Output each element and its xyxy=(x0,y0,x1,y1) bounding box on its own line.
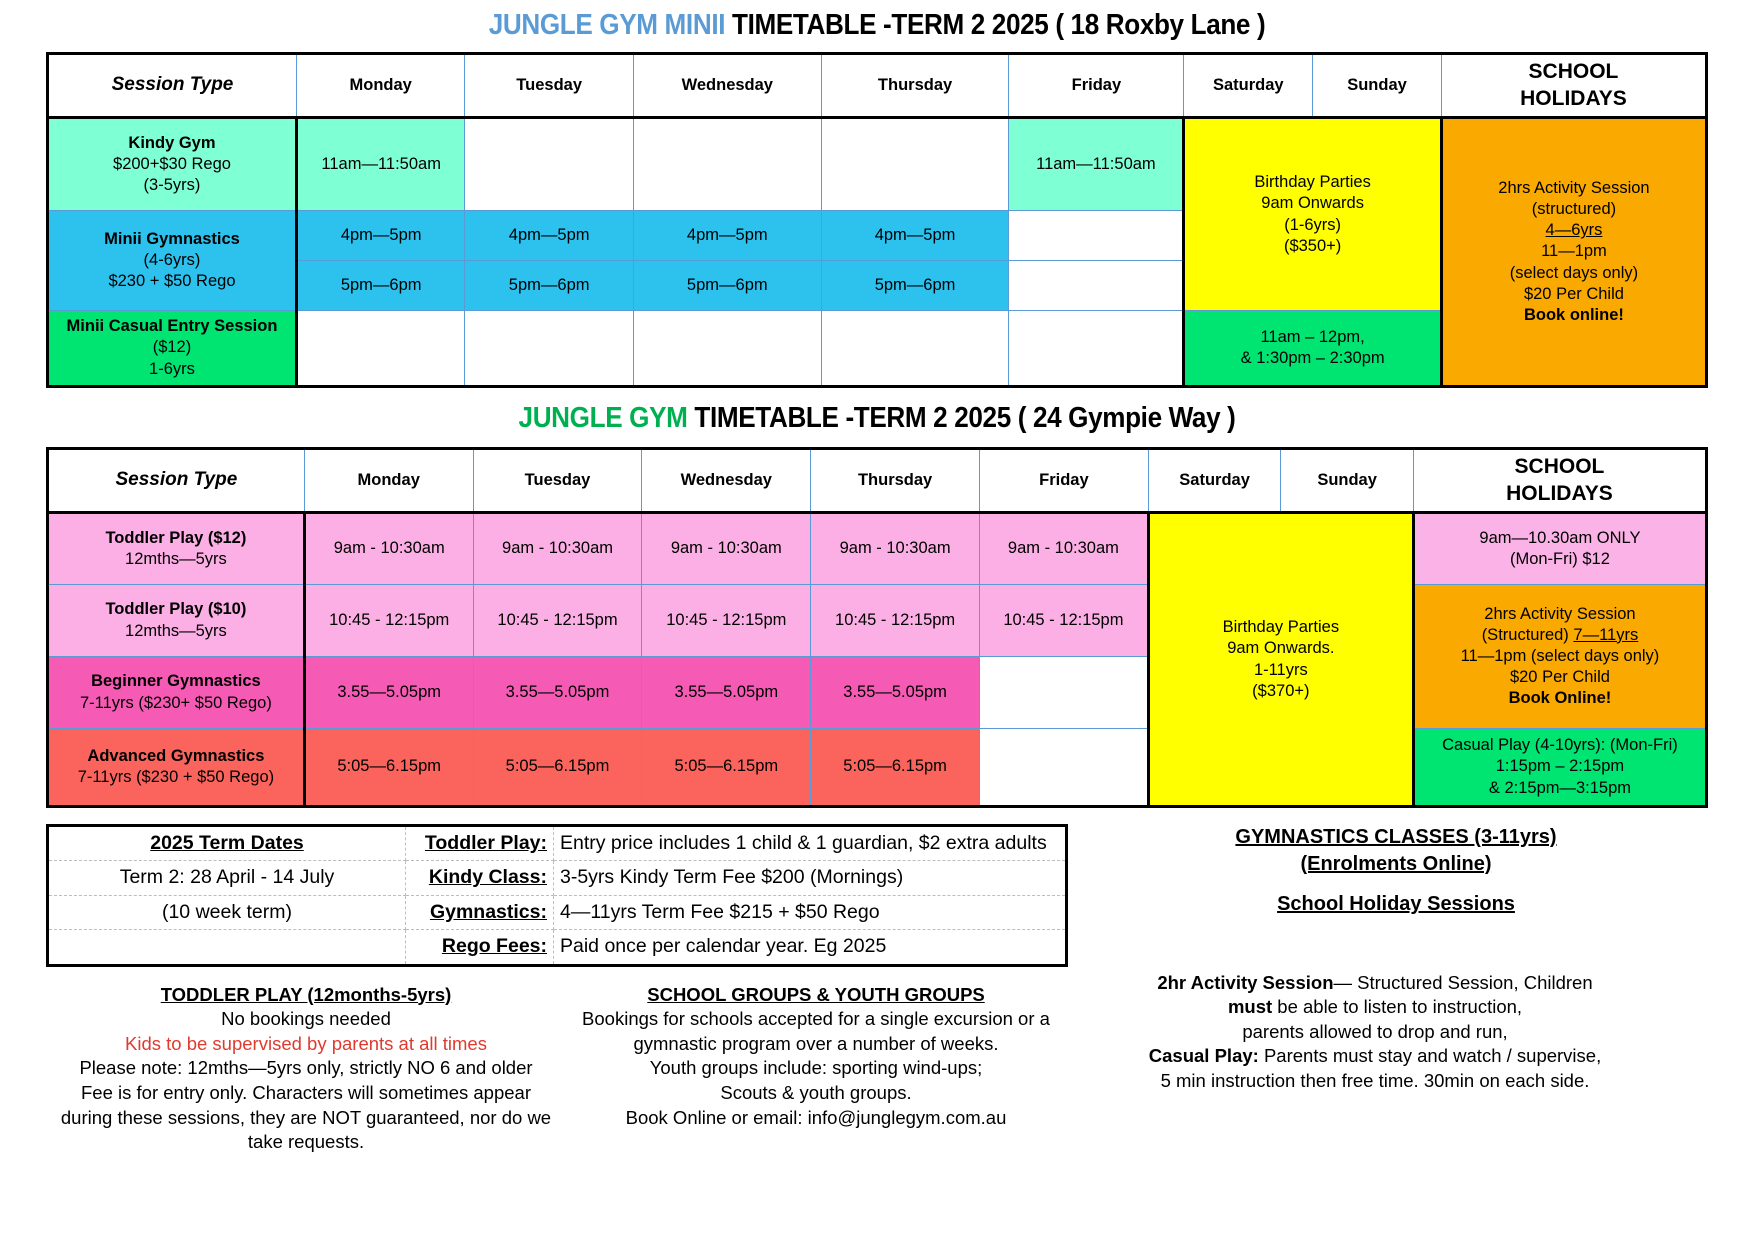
cell-holiday-casual xyxy=(1413,729,1706,807)
th-thursday: Thursday xyxy=(821,54,1009,118)
hol2-activity-line4: $20 Per Child xyxy=(1509,668,1610,687)
toddler10-wednesday: 10:45 - 12:15pm xyxy=(642,585,811,657)
kindy-friday: 11am—11:50am xyxy=(1009,118,1184,211)
info-table-col xyxy=(46,824,1116,967)
casual-friday xyxy=(1009,311,1184,387)
beginner-friday xyxy=(980,657,1149,729)
table1-header-row xyxy=(48,54,1707,118)
cell-session-kindy xyxy=(48,118,297,211)
minii-age: (4-6yrs) xyxy=(143,250,201,269)
info-label-rego-text: Rego Fees: xyxy=(441,935,547,958)
info-label-kindy xyxy=(406,861,554,895)
birthday1-line3: (1-6yrs) xyxy=(1284,215,1342,234)
birthday1-line4: ($350+) xyxy=(1283,236,1342,255)
minii-a-thursday: 4pm—5pm xyxy=(821,211,1009,261)
casual-monday xyxy=(296,311,464,387)
cell-school-holidays-1 xyxy=(1441,118,1706,387)
info-row-gymnastics xyxy=(48,895,1067,929)
toddler-play-notes xyxy=(46,971,566,1155)
th2-thursday: Thursday xyxy=(811,449,980,513)
schools-notes-l4: Scouts & youth groups. xyxy=(720,1081,912,1103)
kindy-monday: 11am—11:50am xyxy=(296,118,464,211)
beginner-tuesday: 3.55—5.05pm xyxy=(473,657,642,729)
hol2-activity-ages: 7—11yrs xyxy=(1573,625,1639,644)
hol2-casual-line1: Casual Play (4-10yrs): (Mon-Fri) xyxy=(1442,736,1678,755)
term-dates-blank xyxy=(48,930,406,965)
th2-school-holidays xyxy=(1413,449,1706,513)
info-row-toddler xyxy=(48,826,1067,861)
beginner-thursday: 3.55—5.05pm xyxy=(811,657,980,729)
beginner-name: Beginner Gymnastics xyxy=(91,672,261,691)
hol2-activity-struct: (Structured) xyxy=(1481,625,1574,644)
toddler-notes-l1: No bookings needed xyxy=(221,1008,391,1030)
hol2-activity-line3: 11—1pm (select days only) xyxy=(1460,646,1660,665)
hol2-activity-line2 xyxy=(1418,625,1702,646)
hol1-line4: 11—1pm xyxy=(1541,242,1607,261)
toddler10-thursday: 10:45 - 12:15pm xyxy=(811,585,980,657)
hol2-toddler-line1: 9am—10.30am ONLY xyxy=(1479,528,1641,547)
minii-timetable xyxy=(46,52,1708,388)
bottom-section xyxy=(0,808,1754,967)
table2-wrapper xyxy=(0,447,1754,808)
toddler12-tuesday: 9am - 10:30am xyxy=(473,513,642,585)
minii-a-friday xyxy=(1009,211,1184,261)
hol1-line5: (select days only) xyxy=(1509,263,1639,282)
beginner-detail: 7-11yrs ($230+ $50 Rego) xyxy=(79,693,272,712)
th2-sunday: Sunday xyxy=(1281,449,1414,513)
info-row-rego xyxy=(48,930,1067,965)
th-holidays-line1: SCHOOL xyxy=(1528,59,1619,83)
gymnastics-notes xyxy=(1116,824,1662,967)
minii-a-wednesday: 4pm—5pm xyxy=(633,211,821,261)
th2-holidays-line1: SCHOOL xyxy=(1514,454,1605,478)
minii-a-tuesday: 4pm—5pm xyxy=(465,211,633,261)
th2-holidays-line2: HOLIDAYS xyxy=(1506,481,1613,505)
schools-notes-l1: Bookings for schools accepted for a single excursion or a xyxy=(582,1008,1050,1030)
toddler12-wednesday: 9am - 10:30am xyxy=(642,513,811,585)
gym-notes-l1 xyxy=(1084,971,1666,996)
cell-holiday-activity xyxy=(1413,585,1706,729)
cell-birthday-parties-1 xyxy=(1184,118,1442,311)
toddler12-friday: 9am - 10:30am xyxy=(980,513,1149,585)
gym-notes-head3: School Holiday Sessions xyxy=(1277,893,1515,916)
table1-brand: JUNGLE GYM MINII xyxy=(488,9,726,41)
cell-session-minii xyxy=(48,211,297,311)
term-dates-title: 2025 Term Dates xyxy=(48,826,406,861)
minii-b-friday xyxy=(1009,261,1184,311)
th-sunday: Sunday xyxy=(1313,54,1442,118)
info-label-toddler-text: Toddler Play: xyxy=(424,832,547,854)
toddler12-thursday: 9am - 10:30am xyxy=(811,513,980,585)
gym-notes-casual-bold: Casual Play: xyxy=(1148,1045,1259,1067)
toddler12-monday: 9am - 10:30am xyxy=(304,513,473,585)
hol1-line3: 4—6yrs xyxy=(1545,221,1603,240)
schools-notes-l3: Youth groups include: sporting wind-ups; xyxy=(649,1057,983,1079)
minii-name: Minii Gymnastics xyxy=(104,229,240,248)
minii-b-monday: 5pm—6pm xyxy=(296,261,464,311)
cell-birthday-parties-2 xyxy=(1148,513,1413,807)
table2-header-row xyxy=(48,449,1707,513)
casual-tuesday xyxy=(465,311,633,387)
info-label-toddler xyxy=(406,826,554,861)
gym-notes-spacer xyxy=(1130,877,1662,891)
table1-title-rest: TIMETABLE -TERM 2 2025 ( 18 Roxby Lane ) xyxy=(725,9,1266,41)
toddler-notes-l5: during these sessions, they are NOT guaranteed, nor do we xyxy=(60,1106,552,1128)
term-dates-line2: (10 week term) xyxy=(48,895,406,929)
hol1-line7: Book online! xyxy=(1523,305,1624,324)
toddler-notes-head: TODDLER PLAY (12months-5yrs) xyxy=(160,983,452,1005)
casual-price: ($12) xyxy=(152,338,192,357)
advanced-thursday: 5:05—6.15pm xyxy=(811,729,980,807)
toddler12-age: 12mths—5yrs xyxy=(125,550,227,568)
info-value-rego: Paid once per calendar year. Eg 2025 xyxy=(554,930,1067,965)
th2-friday: Friday xyxy=(980,449,1149,513)
advanced-name: Advanced Gymnastics xyxy=(87,746,265,765)
birthday2-line1: Birthday Parties xyxy=(1222,618,1340,637)
hol1-line6: $20 Per Child xyxy=(1523,284,1624,303)
minii-b-tuesday: 5pm—6pm xyxy=(465,261,633,311)
weekend-casual-line2: & 1:30pm – 2:30pm xyxy=(1240,349,1385,367)
toddler-notes-l6: take requests. xyxy=(247,1131,365,1153)
casual-wednesday xyxy=(633,311,821,387)
school-groups-notes xyxy=(566,971,1066,1155)
info-value-kindy: 3-5yrs Kindy Term Fee $200 (Mornings) xyxy=(554,861,1067,895)
kindy-tuesday xyxy=(465,118,633,211)
gym-notes-l4 xyxy=(1084,1044,1666,1069)
minii-price: $230 + $50 Rego xyxy=(108,272,236,291)
toddler10-tuesday: 10:45 - 12:15pm xyxy=(473,585,642,657)
table2-title-rest: TIMETABLE -TERM 2 2025 ( 24 Gympie Way ) xyxy=(687,402,1236,434)
hol2-activity-line5: Book Online! xyxy=(1508,689,1612,708)
th2-saturday: Saturday xyxy=(1148,449,1281,513)
row-kindy-gym xyxy=(48,118,1707,211)
toddler-notes-l4: Fee is for entry only. Characters will sometimes appear xyxy=(81,1081,531,1103)
toddler10-monday: 10:45 - 12:15pm xyxy=(304,585,473,657)
th2-wednesday: Wednesday xyxy=(642,449,811,513)
th-school-holidays xyxy=(1441,54,1706,118)
minii-a-monday: 4pm—5pm xyxy=(296,211,464,261)
gym-notes-head2: (Enrolments Online) xyxy=(1300,852,1492,875)
hol1-line2: (structured) xyxy=(1531,200,1617,219)
birthday2-line3: 1-11yrs xyxy=(1253,660,1308,679)
gym-notes-l3: parents allowed to drop and run, xyxy=(1242,1020,1508,1042)
info-label-gymnastics xyxy=(406,895,554,929)
term-dates-line1: Term 2: 28 April - 14 July xyxy=(48,861,406,895)
minii-b-thursday: 5pm—6pm xyxy=(821,261,1009,311)
table1-wrapper xyxy=(0,52,1754,388)
toddler10-friday: 10:45 - 12:15pm xyxy=(980,585,1149,657)
gym-notes-l5: 5 min instruction then free time. 30min on each side. xyxy=(1160,1069,1590,1091)
kindy-name: Kindy Gym xyxy=(128,133,216,152)
minii-b-wednesday: 5pm—6pm xyxy=(633,261,821,311)
kindy-wednesday xyxy=(633,118,821,211)
cell-session-toddler10 xyxy=(48,585,305,657)
toddler12-name: Toddler Play ($12) xyxy=(105,528,247,547)
info-row-kindy xyxy=(48,861,1067,895)
info-value-toddler: Entry price includes 1 child & 1 guardian, $2 extra adults xyxy=(554,826,1067,861)
beginner-wednesday: 3.55—5.05pm xyxy=(642,657,811,729)
cell-holiday-toddler xyxy=(1413,513,1706,585)
cell-session-toddler12 xyxy=(48,513,305,585)
th-monday: Monday xyxy=(296,54,464,118)
toddler10-name: Toddler Play ($10) xyxy=(105,600,247,619)
th-holidays-line2: HOLIDAYS xyxy=(1520,86,1627,110)
table1-title xyxy=(88,0,1667,52)
gym-notes-head1: GYMNASTICS CLASSES (3-11yrs) xyxy=(1235,826,1557,848)
th-friday: Friday xyxy=(1009,54,1184,118)
holiday-session-notes xyxy=(1066,971,1666,1155)
birthday1-line1: Birthday Parties xyxy=(1254,173,1371,192)
info-label-kindy-text: Kindy Class: xyxy=(428,866,547,889)
schools-notes-head: SCHOOL GROUPS & YOUTH GROUPS xyxy=(647,983,985,1005)
info-value-gymnastics: 4—11yrs Term Fee $215 + $50 Rego xyxy=(554,895,1067,929)
th2-session-type: Session Type xyxy=(48,449,305,513)
cell-session-casual xyxy=(48,311,297,387)
hol2-casual-line2: 1:15pm – 2:15pm xyxy=(1495,757,1625,776)
advanced-wednesday: 5:05—6.15pm xyxy=(642,729,811,807)
casual-name: Minii Casual Entry Session xyxy=(66,317,278,336)
row-toddler-12 xyxy=(48,513,1707,585)
casual-age: 1-6yrs xyxy=(149,359,195,378)
th2-tuesday: Tuesday xyxy=(473,449,642,513)
schools-notes-l2: gymnastic program over a number of weeks. xyxy=(633,1032,999,1054)
toddler-notes-warning: Kids to be supervised by parents at all times xyxy=(125,1032,487,1054)
gym-notes-l2-rest: be able to listen to instruction, xyxy=(1272,996,1523,1018)
gym-notes-l1-rest: — Structured Session, Children xyxy=(1333,971,1593,993)
toddler10-age: 12mths—5yrs xyxy=(125,621,227,640)
row-advanced-gym xyxy=(48,729,1707,807)
hol2-activity-line1: 2hrs Activity Session xyxy=(1484,604,1636,623)
gym-notes-l2 xyxy=(1084,995,1666,1020)
cell-weekend-casual-1 xyxy=(1184,311,1442,387)
hol2-toddler-line2: (Mon-Fri) $12 xyxy=(1509,550,1610,568)
notes-section xyxy=(0,967,1754,1155)
terms-and-fees-table xyxy=(46,824,1068,967)
birthday1-line2: 9am Onwards xyxy=(1261,194,1364,213)
junglegym-timetable xyxy=(46,447,1708,808)
th-tuesday: Tuesday xyxy=(465,54,633,118)
kindy-price: $200+$30 Rego xyxy=(113,154,231,173)
th-wednesday: Wednesday xyxy=(633,54,821,118)
row-toddler-10 xyxy=(48,585,1707,657)
hol1-line1: 2hrs Activity Session xyxy=(1498,179,1650,198)
advanced-tuesday: 5:05—6.15pm xyxy=(473,729,642,807)
gym-notes-l1-bold: 2hr Activity Session xyxy=(1157,971,1334,993)
cell-session-beginner xyxy=(48,657,305,729)
casual-thursday xyxy=(821,311,1009,387)
th-session-type: Session Type xyxy=(48,54,297,118)
gym-notes-l4-rest: Parents must stay and watch / supervise, xyxy=(1258,1045,1602,1067)
gym-notes-must: must xyxy=(1227,996,1273,1018)
cell-session-advanced xyxy=(48,729,305,807)
beginner-monday: 3.55—5.05pm xyxy=(304,657,473,729)
table2-title xyxy=(88,388,1667,447)
table2-brand: JUNGLE GYM xyxy=(518,402,688,434)
weekend-casual-line1: 11am – 12pm, xyxy=(1260,327,1365,346)
advanced-monday: 5:05—6.15pm xyxy=(304,729,473,807)
kindy-thursday xyxy=(821,118,1009,211)
th2-monday: Monday xyxy=(304,449,473,513)
kindy-age: (3-5yrs) xyxy=(143,176,201,195)
info-label-rego xyxy=(406,930,554,965)
birthday2-line2: 9am Onwards. xyxy=(1227,639,1335,658)
hol2-casual-line3: & 2:15pm—3:15pm xyxy=(1488,778,1632,797)
advanced-detail: 7-11yrs ($230 + $50 Rego) xyxy=(77,768,275,786)
advanced-friday xyxy=(980,729,1149,807)
th-saturday: Saturday xyxy=(1184,54,1313,118)
birthday2-line4: ($370+) xyxy=(1252,681,1310,700)
info-label-gymnastics-text: Gymnastics: xyxy=(429,900,547,923)
schools-notes-l5: Book Online or email: info@junglegym.com.au xyxy=(625,1106,1007,1128)
toddler-notes-l3: Please note: 12mths—5yrs only, strictly NO 6 and older xyxy=(79,1057,533,1079)
